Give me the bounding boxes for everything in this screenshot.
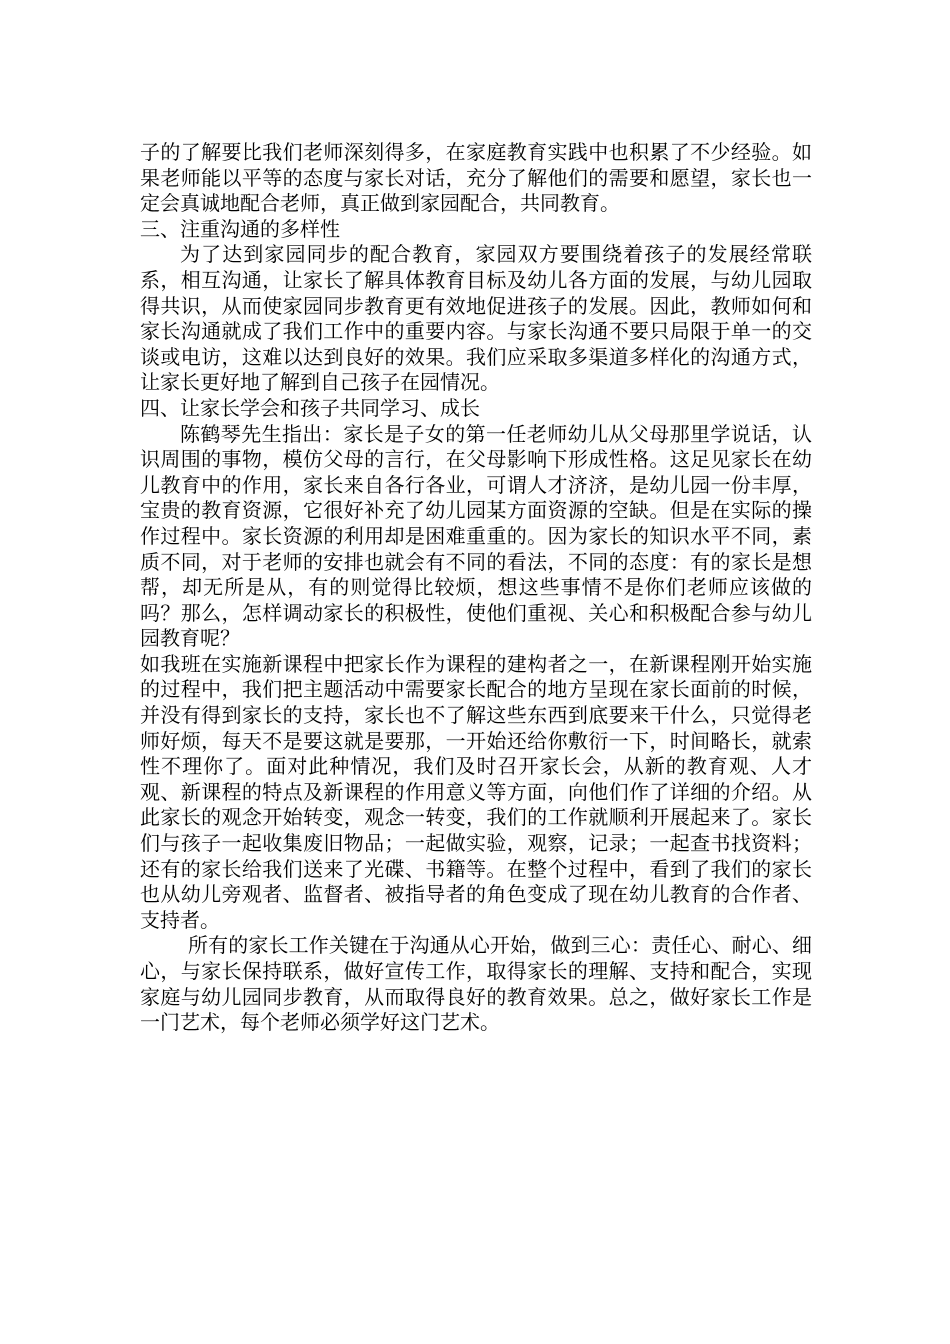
section-heading-three: 三、注重沟通的多样性 xyxy=(140,216,340,241)
paragraph-chen-heqin: 陈鹤琴先生指出：家长是子女的第一任老师幼儿从父母那里学说话，认识周围的事物，模仿父母的言行，在父母影响下形成性格。这足见家长在幼儿教育中的作用，家长来自各行各业，可谓人才济济，是幼儿园一份丰厚，宝贵的教育资源，它很好补充了幼儿园某方面资源的空缺。但是在实际的操作过程中。家长资源的利用却是困难重重的。因为家长的知识水平不同，素质不同，对于老师的安排也就会有不同的看法，不同的态度：有的家长是想帮，却无所是从，有的则觉得比较烦，想这些事情不是你们老师应该做的吗？那么，怎样调动家长的积极性，使他们重视、关心和积极配合参与幼儿园教育呢？ xyxy=(140,421,812,651)
paragraph-communication: 为了达到家园同步的配合教育，家园双方要围绕着孩子的发展经常联系，相互沟通，让家长了解具体教育目标及幼儿各方面的发展，与幼儿园取得共识，从而使家园同步教育更有效地促进孩子的发展。因此，教师如何和家长沟通就成了我们工作中的重要内容。与家长沟通不要只局限于单一的交谈或电访，这难以达到良好的效果。我们应采取多渠道多样化的沟通方式，让家长更好地了解到自己孩子在园情况。 xyxy=(140,242,812,395)
paragraph-continuation: 子的了解要比我们老师深刻得多，在家庭教育实践中也积累了不少经验。如果老师能以平等的态度与家长对话，充分了解他们的需要和愿望，家长也一定会真诚地配合老师，真正做到家园配合，共同教育。 xyxy=(140,140,812,216)
section-heading-four: 四、让家长学会和孩子共同学习、成长 xyxy=(140,395,480,420)
paragraph-conclusion: 所有的家长工作关键在于沟通从心开始，做到三心：责任心、耐心、细心，与家长保持联系，做好宣传工作，取得家长的理解、支持和配合，实现家庭与幼儿园同步教育，从而取得良好的教育效果。总之，做好家长工作是一门艺术，每个老师必须学好这门艺术。 xyxy=(140,933,812,1035)
document-page xyxy=(140,140,812,1036)
paragraph-class-example: 如我班在实施新课程中把家长作为课程的建构者之一，在新课程刚开始实施的过程中，我们把主题活动中需要家长配合的地方呈现在家长面前的时候，并没有得到家长的支持，家长也不了解这些东西到底要来干什么，只觉得老师好烦，每天不是要这就是要那，一开始还给你敷衍一下，时间略长，就索性不理你了。面对此种情况，我们及时召开家长会，从新的教育观、人才观、新课程的特点及新课程的作用意义等方面，向他们作了详细的介绍。从此家长的观念开始转变，观念一转变，我们的工作就顺利开展起来了。家长们与孩子一起收集废旧物品；一起做实验，观察，记录；一起查书找资料；还有的家长给我们送来了光碟、书籍等。在整个过程中，看到了我们的家长也从幼儿旁观者、监督者、被指导者的角色变成了现在幼儿教育的合作者、支持者。 xyxy=(140,651,812,932)
